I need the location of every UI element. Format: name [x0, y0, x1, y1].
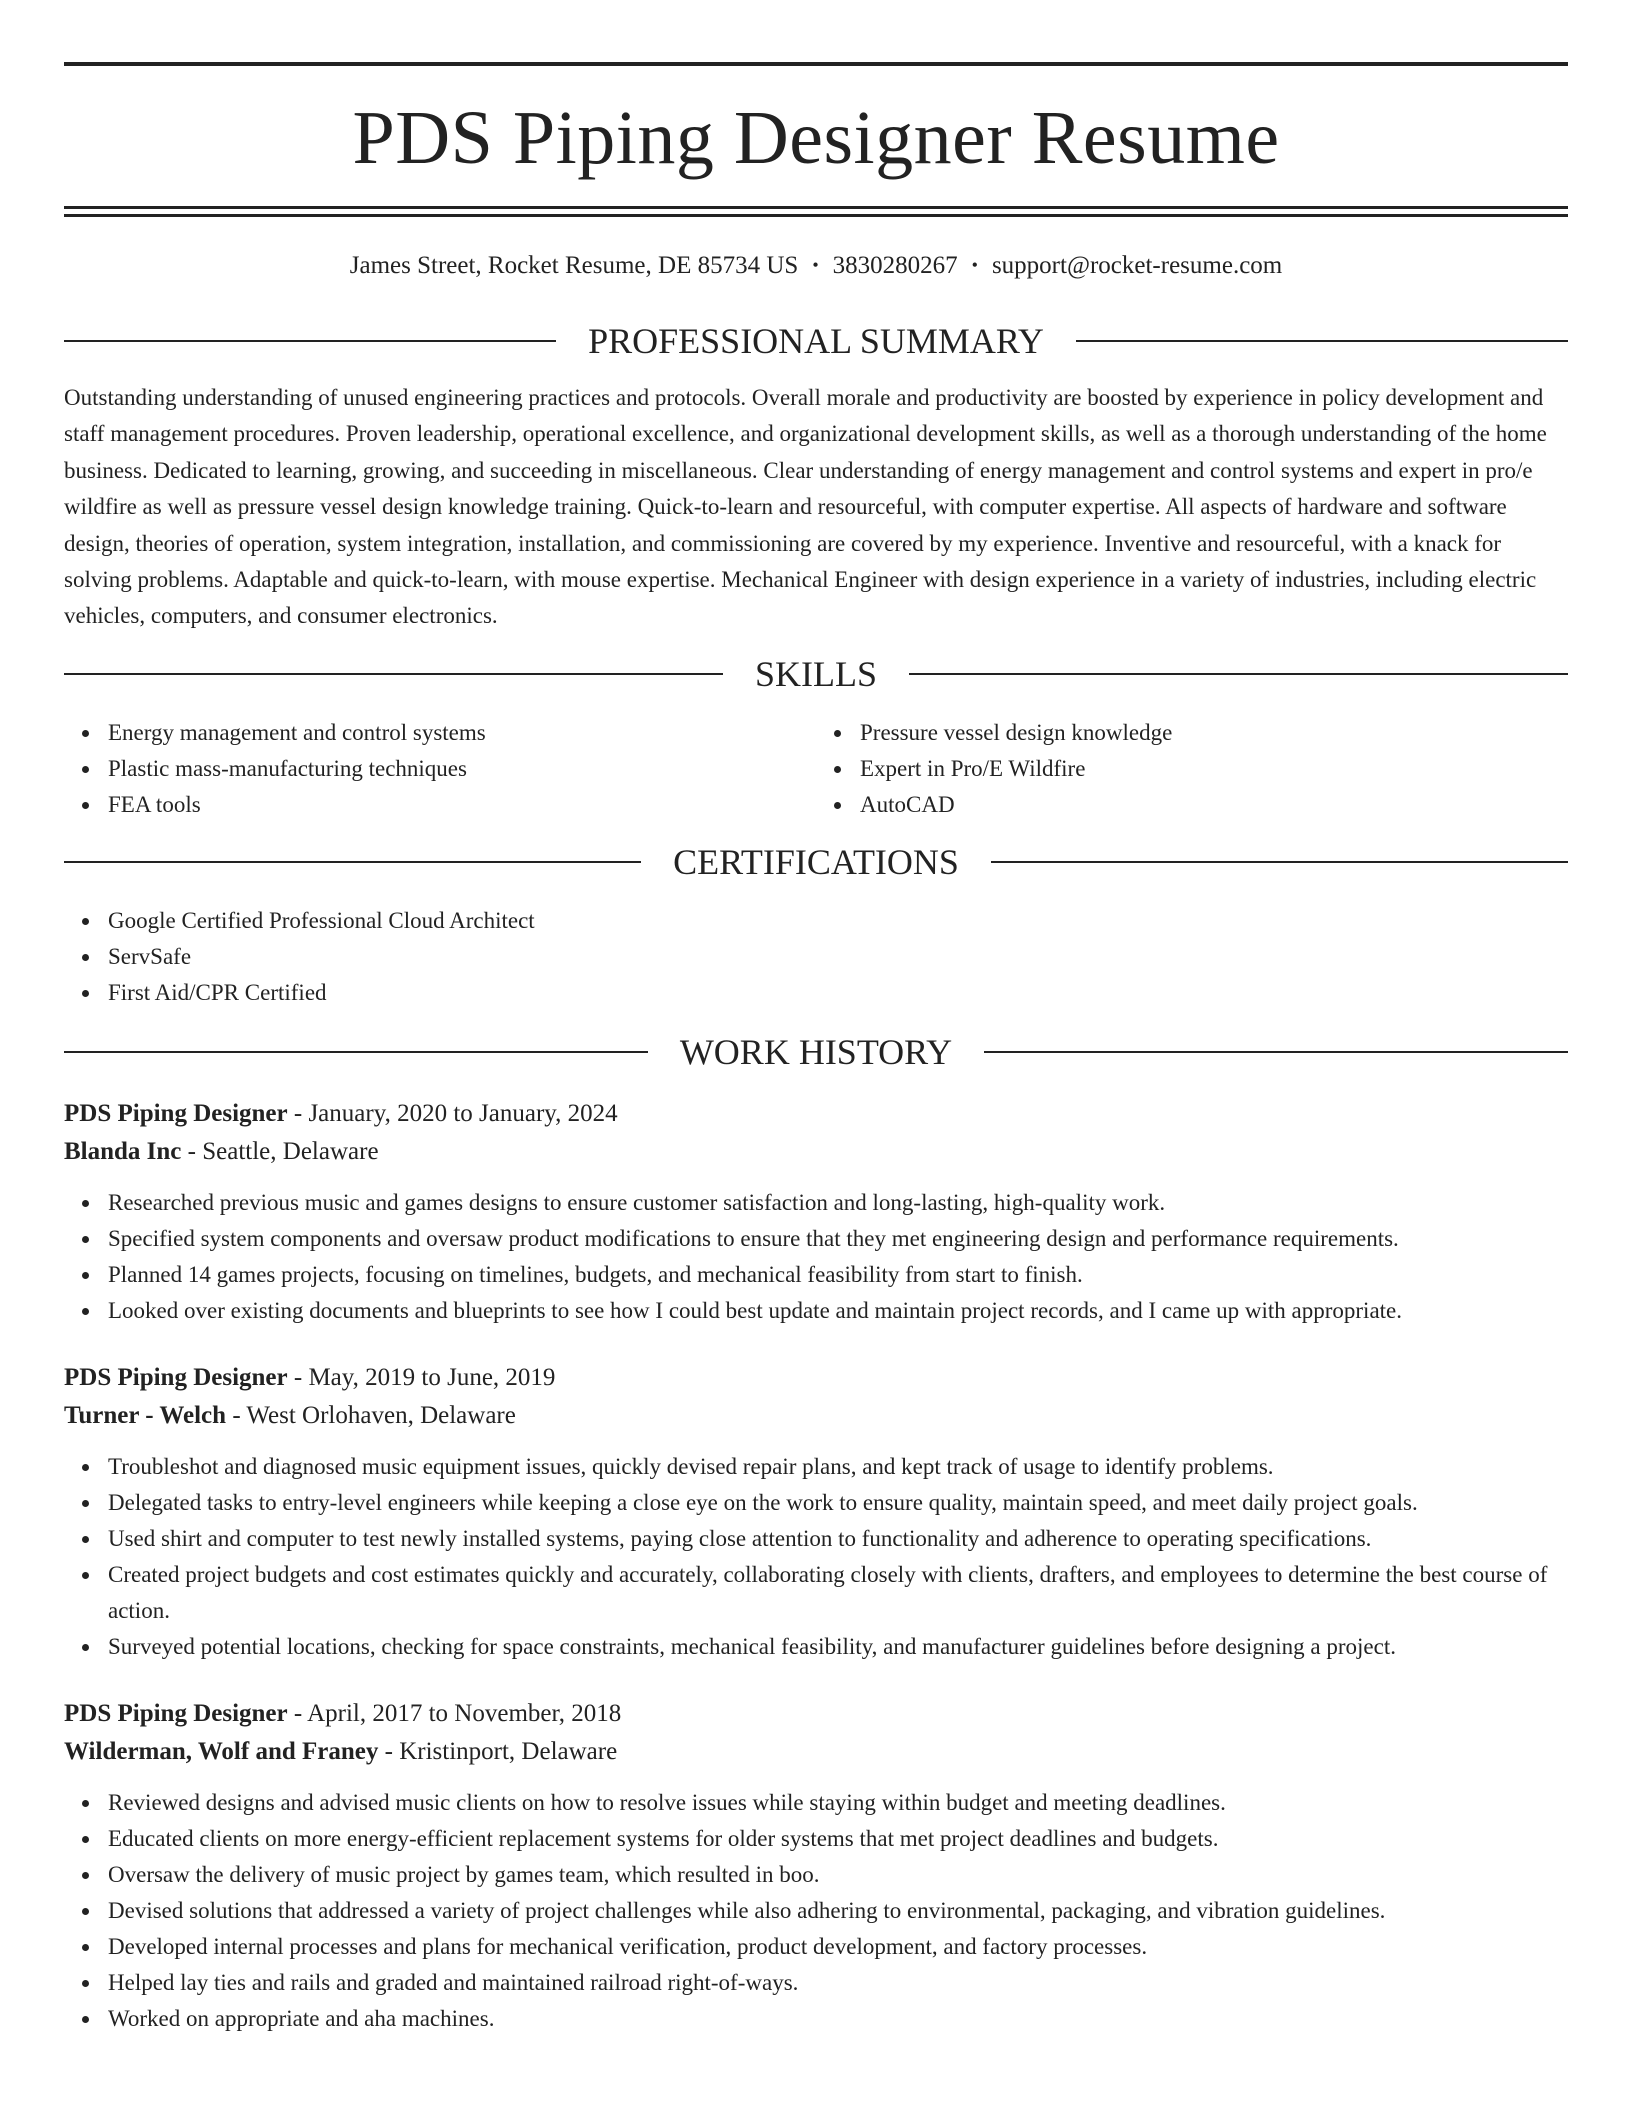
contact-separator: •: [971, 255, 978, 275]
job-dates: - May, 2019 to June, 2019: [287, 1363, 556, 1391]
job-bullets: [64, 1785, 1568, 2037]
job-bullet: Devised solutions that addressed a variety of project challenges while also adhering to environmental, packaging, and vibration guidelines.: [108, 1893, 1568, 1929]
job-title-line: [64, 1359, 1568, 1397]
section-heading-label: SKILLS: [755, 653, 878, 694]
contact-phone: 3830280267: [832, 252, 958, 279]
certification-item: First Aid/CPR Certified: [108, 975, 1568, 1011]
job-title: PDS Piping Designer: [64, 1699, 288, 1727]
section-heading-label: WORK HISTORY: [679, 1031, 953, 1072]
section-heading-summary: [64, 320, 1568, 362]
job-location: - Kristinport, Delaware: [378, 1737, 618, 1765]
job-bullet: Specified system components and oversaw product modifications to ensure that they met engineering design and performance requirements.: [108, 1221, 1568, 1257]
skills-list-left: [64, 715, 816, 823]
job-bullet: Oversaw the delivery of music project by games team, which resulted in boo.: [108, 1857, 1568, 1893]
summary-text: Outstanding understanding of unused engineering practices and protocols. Overall morale and productivity are boosted by experience in policy development and staff management procedures. Proven leadership, operational excellence, and organizational development skills, as well as a thorough understanding of the home business. Dedicated to learning, growing, and succeeding in miscellaneous. Clear understanding of energy management and control systems and expert in pro/e wildfire as well as pressure vessel design knowledge training. Quick-to-learn and resourceful, with computer expertise. All aspects of hardware and software design, theories of operation, system integration, installation, and commissioning are covered by my experience. Inventive and resourceful, with a knack for solving problems. Adaptable and quick-to-learn, with mouse expertise. Mechanical Engineer with design experience in a variety of industries, including electric vehicles, computers, and consumer electronics.: [64, 385, 1547, 629]
skill-item: FEA tools: [108, 787, 816, 823]
skills-grid: [64, 715, 1568, 823]
job-dates: - January, 2020 to January, 2024: [287, 1099, 618, 1127]
job-bullet: Used shirt and computer to test newly installed systems, paying close attention to functionality and adherence to operating specifications.: [108, 1521, 1568, 1557]
job-company: Wilderman, Wolf and Franey: [64, 1737, 379, 1765]
job-company: Blanda Inc: [64, 1137, 182, 1165]
skill-item: Pressure vessel design knowledge: [860, 715, 1568, 751]
contact-email: support@rocket-resume.com: [991, 252, 1283, 279]
section-heading-certifications: [64, 841, 1568, 883]
job-title: PDS Piping Designer: [64, 1099, 288, 1127]
job-bullet: Surveyed potential locations, checking for space constraints, mechanical feasibility, and manufacturer guidelines before designing a project.: [108, 1629, 1568, 1665]
job-title-line: [64, 1095, 1568, 1133]
skill-item: AutoCAD: [860, 787, 1568, 823]
job-bullets: [64, 1449, 1568, 1665]
job-bullet: Developed internal processes and plans for mechanical verification, product development, and factory processes.: [108, 1929, 1568, 1965]
contact-separator: •: [812, 255, 819, 275]
job-entry: [64, 1695, 1568, 2037]
job-bullet: Troubleshot and diagnosed music equipment issues, quickly devised repair plans, and kept track of usage to identify problems.: [108, 1449, 1568, 1485]
skill-item: Energy management and control systems: [108, 715, 816, 751]
job-entry: [64, 1095, 1568, 1329]
job-company: Turner - Welch: [64, 1401, 227, 1429]
certification-item: ServSafe: [108, 939, 1568, 975]
job-bullets: [64, 1185, 1568, 1329]
job-bullet: Worked on appropriate and aha machines.: [108, 2001, 1568, 2037]
job-location: - Seattle, Delaware: [181, 1137, 379, 1165]
skill-item: Expert in Pro/E Wildfire: [860, 751, 1568, 787]
section-heading-label: PROFESSIONAL SUMMARY: [588, 321, 1044, 361]
job-company-line: [64, 1133, 1568, 1171]
top-rule: [64, 62, 1568, 66]
job-bullet: Delegated tasks to entry-level engineers while keeping a close eye on the work to ensure quality, maintain speed, and meet daily project goals.: [108, 1485, 1568, 1521]
job-entry: [64, 1359, 1568, 1665]
job-title-line: [64, 1695, 1568, 1733]
job-bullet: Educated clients on more energy-efficient replacement systems for older systems that met project deadlines and budgets.: [108, 1821, 1568, 1857]
job-bullet: Looked over existing documents and blueprints to see how I could best update and maintain project records, and I came up with appropriate.: [108, 1293, 1568, 1329]
contact-line: [64, 251, 1568, 282]
section-heading-skills: [64, 653, 1568, 695]
certification-item: Google Certified Professional Cloud Architect: [108, 903, 1568, 939]
title-double-rule: [64, 206, 1568, 217]
job-location: - West Orlohaven, Delaware: [226, 1401, 516, 1429]
certifications-list: [64, 903, 1568, 1011]
section-heading-label: CERTIFICATIONS: [673, 841, 959, 882]
job-company-line: [64, 1733, 1568, 1771]
section-heading-work-history: [64, 1031, 1568, 1073]
job-title: PDS Piping Designer: [64, 1363, 288, 1391]
skills-list-right: [816, 715, 1568, 823]
job-bullet: Helped lay ties and rails and graded and maintained railroad right-of-ways.: [108, 1965, 1568, 2001]
contact-address: James Street, Rocket Resume, DE 85734 US: [349, 252, 799, 279]
resume-title: PDS Piping Designer Resume: [352, 96, 1280, 180]
skill-item: Plastic mass-manufacturing techniques: [108, 751, 816, 787]
job-bullet: Reviewed designs and advised music clients on how to resolve issues while staying within budget and meeting deadlines.: [108, 1785, 1568, 1821]
resume-content: [64, 0, 1568, 2037]
job-bullet: Researched previous music and games designs to ensure customer satisfaction and long-lasting, high-quality work.: [108, 1185, 1568, 1221]
job-company-line: [64, 1397, 1568, 1435]
job-dates: - April, 2017 to November, 2018: [287, 1699, 622, 1727]
job-bullet: Created project budgets and cost estimates quickly and accurately, collaborating closely with clients, drafters, and employees to determine the best course of action.: [108, 1557, 1568, 1629]
job-bullet: Planned 14 games projects, focusing on timelines, budgets, and mechanical feasibility from start to finish.: [108, 1257, 1568, 1293]
